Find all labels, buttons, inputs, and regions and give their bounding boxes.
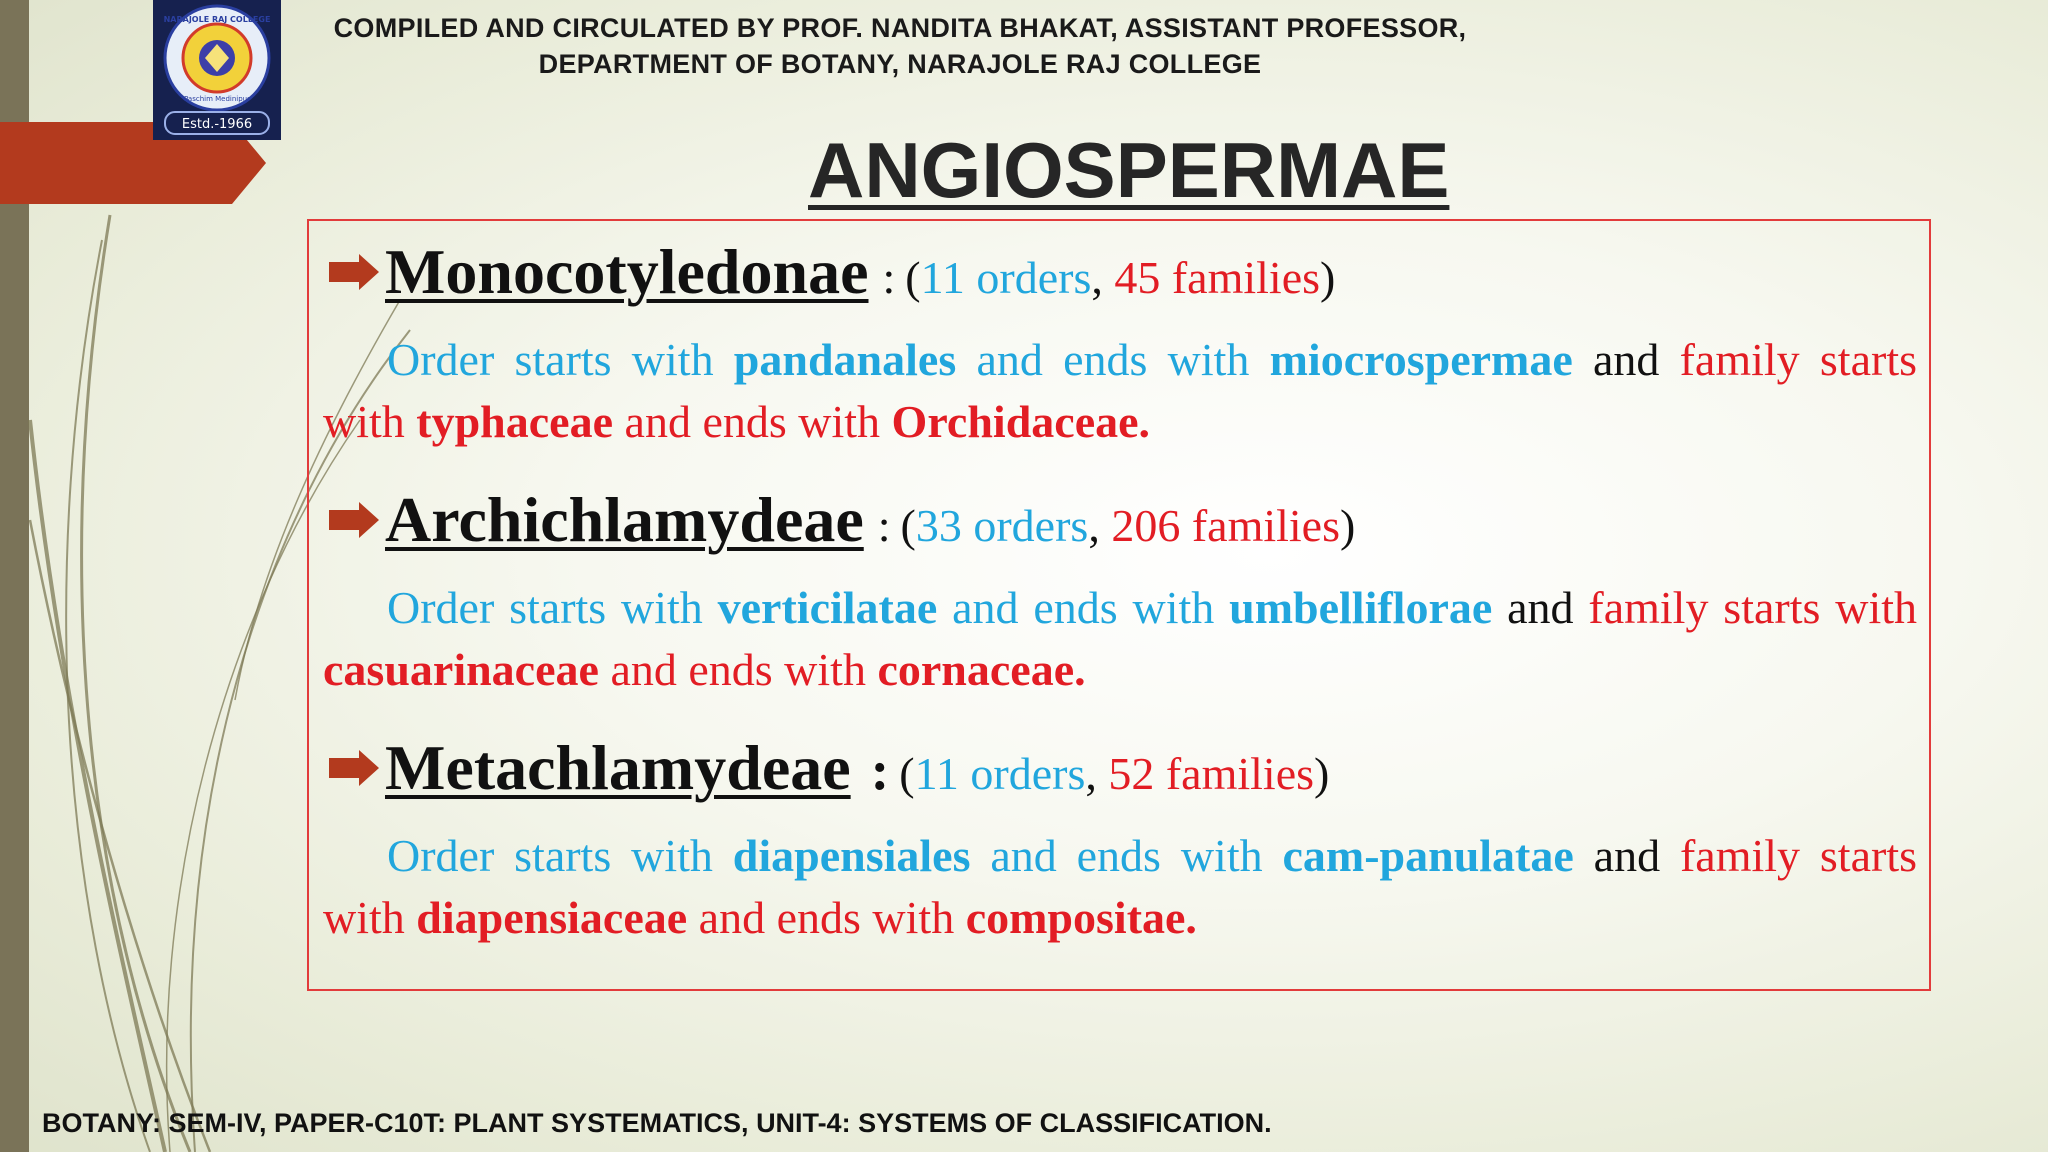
desc-text: and ends with: [598, 644, 878, 695]
desc-text: and ends with: [956, 334, 1270, 385]
section-heading-archichlamydeae: [329, 483, 1355, 557]
desc-text: and: [1572, 334, 1680, 385]
section-colon: :: [870, 740, 890, 802]
desc-text: starts with: [323, 830, 1918, 943]
section-colon: :: [882, 252, 896, 303]
desc-text: family: [1588, 582, 1709, 633]
last-order: miocrospermae: [1269, 334, 1573, 385]
page-title: ANGIOSPERMAE: [808, 126, 1450, 214]
first-order: verticilatae: [717, 582, 938, 633]
desc-text: and ends with: [687, 892, 966, 943]
desc-text: starts with: [1723, 582, 1918, 633]
families-count: 45 families: [1114, 252, 1321, 303]
last-order: cam-panulatae: [1282, 830, 1574, 881]
orders-count: 33 orders: [915, 500, 1089, 551]
first-family: casuarinaceae: [323, 644, 599, 695]
orders-count: 11 orders: [920, 252, 1092, 303]
families-count: 52 families: [1108, 748, 1315, 799]
desc-text: and ends with: [613, 396, 892, 447]
desc-text: Order starts with: [387, 582, 718, 633]
families-count: 206 families: [1111, 500, 1341, 551]
logo-ring-text: NARAJOLE RAJ COLLEGE: [163, 15, 271, 24]
first-family: diapensiaceae: [416, 892, 688, 943]
section-description-monocotyledonae: [323, 329, 1917, 453]
last-family: cornaceae.: [877, 644, 1086, 695]
first-order: diapensiales: [732, 830, 971, 881]
section-heading-monocotyledonae: [329, 235, 1335, 309]
section-name: Monocotyledonae: [385, 236, 869, 307]
arrow-bullet-icon: [329, 254, 379, 290]
arrow-bullet-icon: [329, 502, 379, 538]
first-order: pandanales: [733, 334, 957, 385]
desc-text: family: [1679, 830, 1801, 881]
footer-course-info: BOTANY: SEM-IV, PAPER-C10T: PLANT SYSTEMATICS, UNIT-4: SYSTEMS OF CLASSIFICATION.: [42, 1108, 1272, 1138]
desc-text: starts with: [323, 334, 1918, 447]
first-family: typhaceae: [416, 396, 614, 447]
section-name: Archichlamydeae: [385, 484, 864, 555]
section-counts: (11 orders, 52 families): [899, 748, 1330, 799]
content-box: [307, 219, 1931, 991]
college-logo: [153, 0, 281, 140]
section-description-archichlamydeae: [323, 577, 1917, 701]
section-description-metachlamydeae: [323, 825, 1917, 949]
section-colon: :: [877, 500, 891, 551]
header-line-1: COMPILED AND CIRCULATED BY PROF. NANDITA BHAKAT, ASSISTANT PROFESSOR,: [333, 13, 1467, 43]
section-counts: (33 orders, 206 families): [900, 500, 1356, 551]
desc-text: Order starts with: [387, 830, 733, 881]
compiled-by-header: [300, 10, 1500, 82]
logo-estd-label: Estd.-1966: [181, 117, 253, 132]
desc-text: family: [1679, 334, 1800, 385]
section-counts: (11 orders, 45 families): [905, 252, 1336, 303]
arrow-bullet-icon: [329, 750, 379, 786]
desc-text: and: [1492, 582, 1589, 633]
desc-text: and ends with: [970, 830, 1283, 881]
logo-motto: Paschim Medinipur: [184, 95, 250, 103]
last-family: Orchidaceae.: [891, 396, 1151, 447]
desc-text: and ends with: [937, 582, 1230, 633]
desc-text: and: [1573, 830, 1680, 881]
desc-text: Order starts with: [387, 334, 734, 385]
last-family: compositae.: [965, 892, 1197, 943]
last-order: umbelliflorae: [1229, 582, 1493, 633]
section-name: Metachlamydeae: [385, 732, 851, 803]
section-heading-metachlamydeae: [329, 731, 1329, 805]
header-line-2: DEPARTMENT OF BOTANY, NARAJOLE RAJ COLLEGE: [538, 49, 1262, 79]
orders-count: 11 orders: [914, 748, 1086, 799]
